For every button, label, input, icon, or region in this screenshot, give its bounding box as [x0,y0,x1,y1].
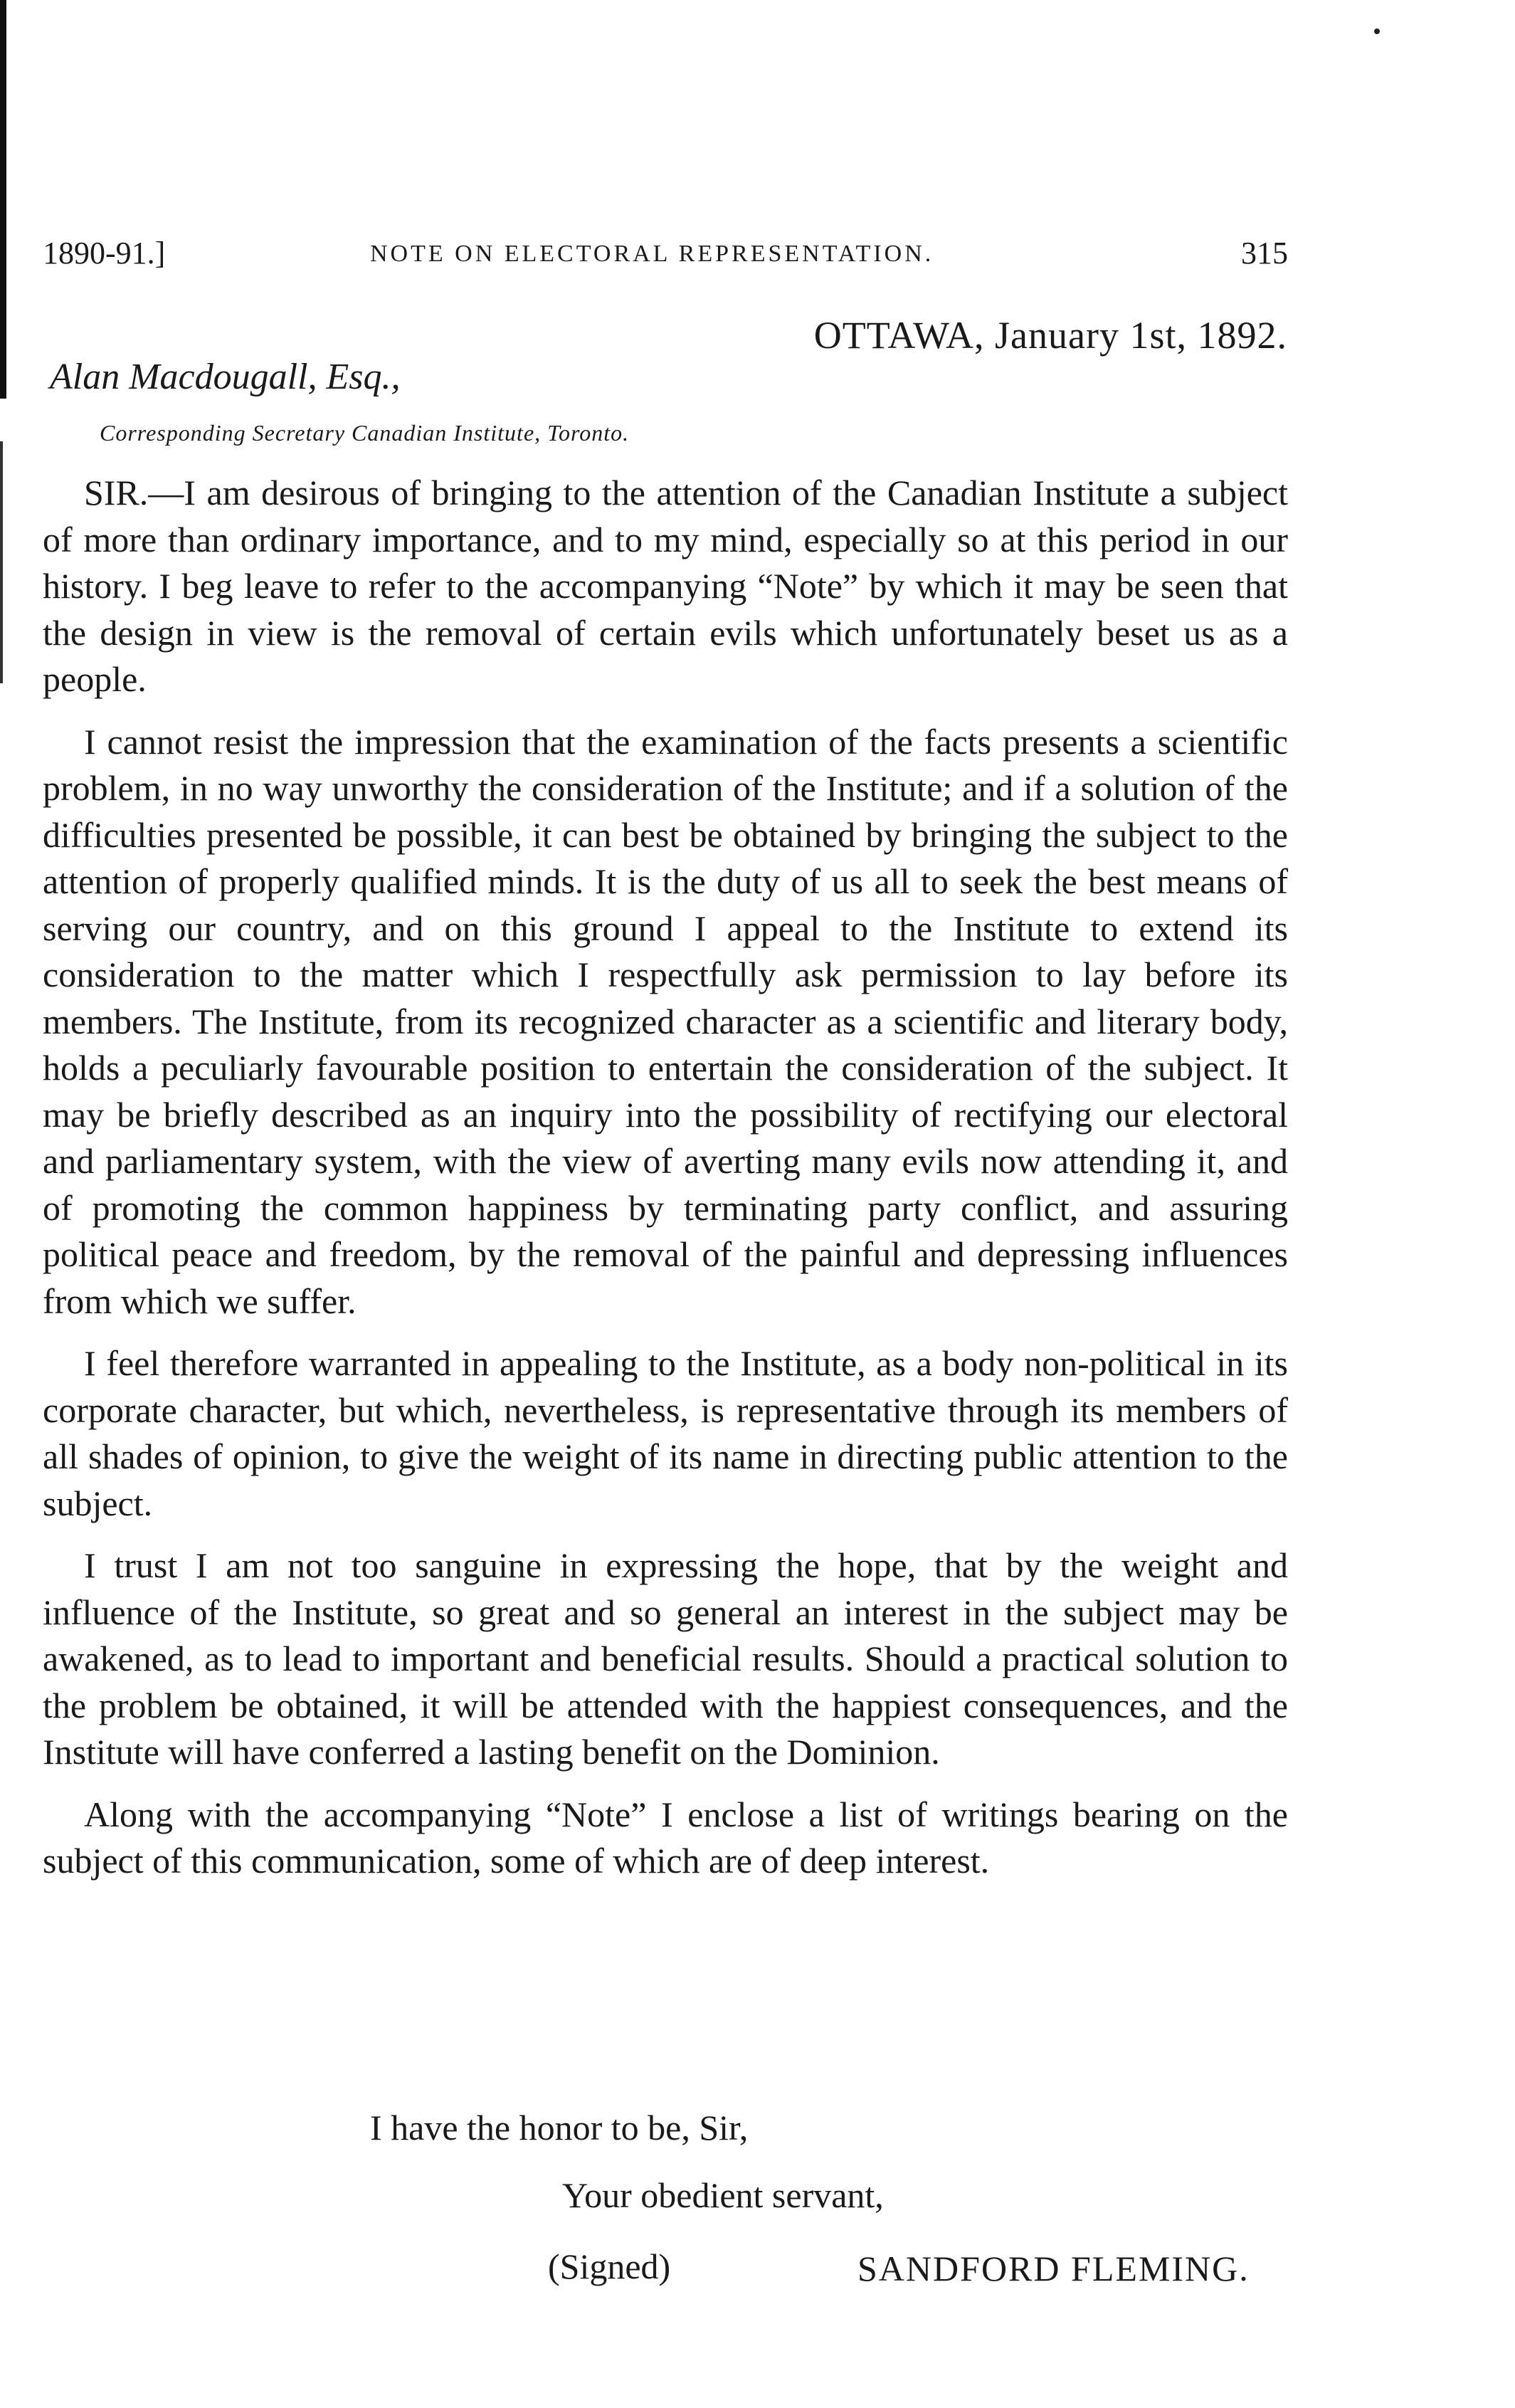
paragraph-4: I trust I am not too sanguine in expressing the hope, that by the weight and influence of the Institute, so great and so general an interest in the subject may be awakened, as to lead to important and beneficial results. Should a practical solution to the problem be obtained, it will be attended with the happiest consequences, and the Institute will have conferred a lasting benefit on the Dominion. [43,1545,1288,1772]
letter-body [43,470,1288,1900]
letter-dateline: OTTAWA, January 1st, 1892. [813,314,1287,357]
closing-salutation: I have the honor to be, Sir, [370,2108,749,2147]
paragraph-1: SIR.—I am desirous of bringing to the attention of the Canadian Institute a subject of more than ordinary importance, and to my mind, especially so at this period in our history. I beg leave to refer to the accompanying “Note” by which it may be seen that the design in view is the removal of certain evils which unfortunately beset us as a people. [43,473,1288,699]
signed-note: (Signed) [548,2246,671,2286]
scan-speck [1374,28,1380,34]
signer-name: SANDFORD FLEMING. [857,2249,1250,2288]
scan-edge-artifact-lower [0,441,3,683]
volume-years: 1890-91.] [43,236,166,270]
paragraph-2: I cannot resist the impression that the examination of the facts presents a scientific problem, in no way unworthy the consideration of the Institute; and if a solution of the difficulties presented be possible, it can best be obtained by bringing the subject to the attention of properly qualified minds. It is the duty of us all to seek the best means of serving our country, and on this ground I appeal to the Institute to extend its consideration to the matter which I respectfully ask permission to lay before its members. The Institute, from its recognized character as a scientific and literary body, holds a peculiarly favourable position to entertain the consideration of the subject. It may be briefly described as an inquiry into the possibility of rectifying our electoral and parliamentary system, with the view of averting many evils now attending it, and of promoting the common happiness by terminating party conflict, and assuring political peace and freedom, by the removal of the painful and depressing influences from which we suffer. [43,721,1288,1321]
running-head [43,235,1288,278]
paragraph-3: I feel therefore warranted in appealing to the Institute, as a body non-political in its corporate character, but which, nevertheless, is representative through its members of all shades of opinion, to give the weight of its name in directing public attention to the subject. [43,1343,1288,1523]
running-title: NOTE ON ELECTORAL REPRESENTATION. [370,241,934,267]
page-number: 315 [1241,236,1288,270]
closing-servant: Your obedient servant, [562,2175,884,2215]
scan-edge-artifact [0,0,6,399]
letter-addressee: Alan Macdougall, Esq., [50,357,401,397]
addressee-title: Corresponding Secretary Canadian Institute, Toronto. [100,420,630,446]
paragraph-5: Along with the accompanying “Note” I enclose a list of writings bearing on the subject of this communication, some of which are of deep interest. [43,1794,1288,1881]
